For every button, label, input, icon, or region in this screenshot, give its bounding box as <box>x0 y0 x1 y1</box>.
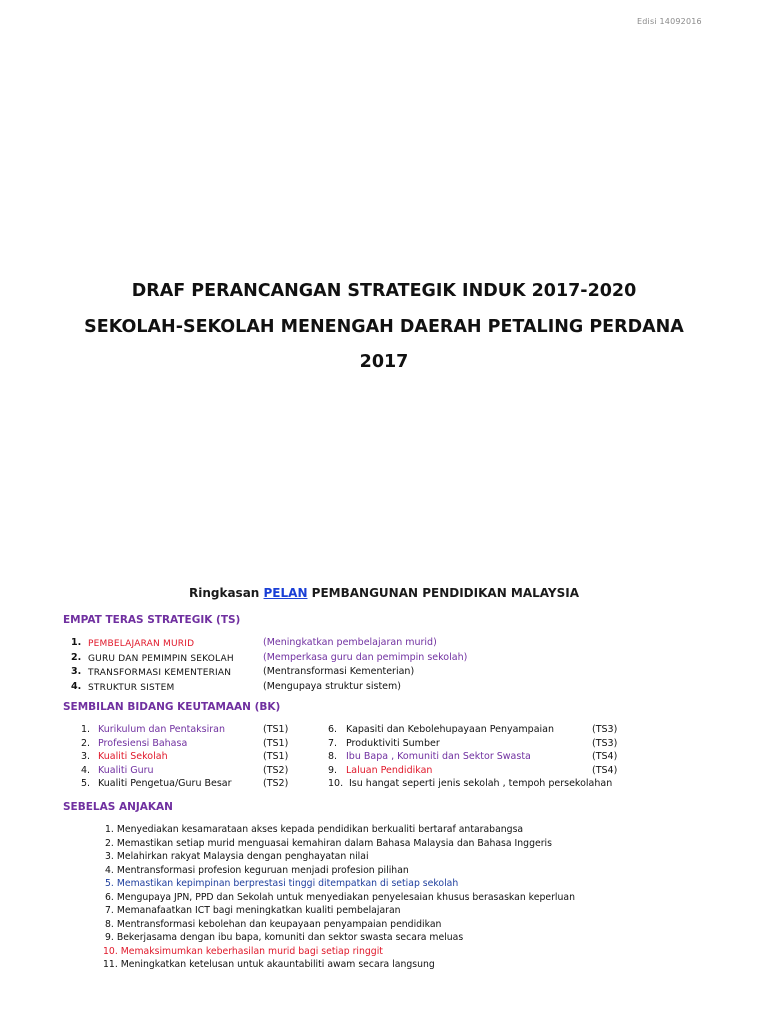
bidang-item-ts: (TS1) <box>263 751 289 762</box>
document-title-line-3: 2017 <box>359 352 409 372</box>
bidang-item-ts: (TS3) <box>592 724 618 735</box>
teras-item-description: (Mengupaya struktur sistem) <box>263 680 401 692</box>
teras-item-description: (Mentransformasi Kementerian) <box>263 666 415 677</box>
bidang-item-number: 3. <box>81 751 91 762</box>
teras-heading: EMPAT TERAS STRATEGIK (TS) <box>63 614 241 626</box>
bidang-item-number: 10. <box>328 778 344 789</box>
bidang-item-number: 8. <box>328 751 338 762</box>
bidang-item-ts: (TS2) <box>263 778 289 789</box>
bidang-item-number: 5. <box>81 778 91 789</box>
document-title-line-2: SEKOLAH-SEKOLAH MENENGAH DAERAH PETALING PERDANA <box>84 317 684 337</box>
bidang-item-label: Kualiti Sekolah <box>98 751 168 762</box>
teras-item-label: TRANSFORMASI KEMENTERIAN <box>88 668 232 678</box>
bidang-item-label: Produktiviti Sumber <box>346 737 440 749</box>
anjakan-item: 7. Memanafaatkan ICT bagi meningkatkan kualiti pembelajaran <box>105 905 401 916</box>
bidang-item-label: Isu hangat seperti jenis sekolah , tempoh persekolahan <box>349 778 613 789</box>
teras-item-description: (Memperkasa guru dan pemimpin sekolah) <box>263 651 468 663</box>
teras-item-label: PEMBELAJARAN MURID <box>88 639 195 649</box>
bidang-item-ts: (TS1) <box>263 737 289 749</box>
edition-label: Edisi 14092016 <box>637 17 702 26</box>
teras-item-number: 3. <box>71 666 82 677</box>
anjakan-item: 10. Memaksimumkan keberhasilan murid bagi setiap ringgit <box>103 945 383 957</box>
bidang-item-ts: (TS1) <box>263 724 289 735</box>
teras-item-label: STRUKTUR SISTEM <box>88 682 175 693</box>
anjakan-item: 2. Memastikan setiap murid menguasai kemahiran dalam Bahasa Malaysia dan Bahasa Inggeris <box>105 837 552 849</box>
teras-item-description: (Meningkatkan pembelajaran murid) <box>263 637 437 648</box>
bidang-item-label: Ibu Bapa , Komuniti dan Sektor Swasta <box>346 751 531 762</box>
teras-item-number: 1. <box>71 637 82 648</box>
bidang-item-number: 4. <box>81 764 91 776</box>
bidang-item-ts: (TS4) <box>592 751 618 762</box>
bidang-item-number: 2. <box>81 737 91 749</box>
anjakan-item: 11. Meningkatkan ketelusan untuk akauntabiliti awam secara langsung <box>103 959 435 970</box>
anjakan-item: 8. Mentransformasi kebolehan dan keupayaan penyampaian pendidikan <box>105 918 442 930</box>
bidang-heading: SEMBILAN BIDANG KEUTAMAAN (BK) <box>63 701 281 713</box>
bidang-item-label: Laluan Pendidikan <box>346 764 433 776</box>
teras-item-number: 4. <box>71 680 82 692</box>
teras-item-number: 2. <box>71 651 82 663</box>
bidang-item-number: 9. <box>328 764 338 776</box>
bidang-item-number: 7. <box>328 737 338 749</box>
anjakan-item: 1. Menyediakan kesamarataan akses kepada pendidikan berkualiti bertaraf antarabangsa <box>105 824 524 835</box>
bidang-item-label: Profesiensi Bahasa <box>98 737 188 749</box>
anjakan-item: 3. Melahirkan rakyat Malaysia dengan penghayatan nilai <box>105 851 369 862</box>
anjakan-item: 4. Mentransformasi profesion keguruan menjadi profesion pilihan <box>105 864 409 876</box>
anjakan-item: 9. Bekerjasama dengan ibu bapa, komuniti dan sektor swasta secara meluas <box>105 932 464 943</box>
document-title-line-1: DRAF PERANCANGAN STRATEGIK INDUK 2017-2020 <box>131 281 637 301</box>
anjakan-heading: SEBELAS ANJAKAN <box>63 801 173 813</box>
pelan-link[interactable]: PELAN <box>263 586 308 600</box>
bidang-item-label: Kualiti Guru <box>98 764 154 776</box>
anjakan-item: 5. Memastikan kepimpinan berprestasi tinggi ditempatkan di setiap sekolah <box>105 878 459 889</box>
summary-prefix: Ringkasan <box>188 586 264 600</box>
bidang-item-number: 6. <box>328 724 338 735</box>
bidang-item-ts: (TS3) <box>592 737 618 749</box>
bidang-item-label: Kurikulum dan Pentaksiran <box>98 724 226 735</box>
summary-heading <box>0 586 768 600</box>
bidang-item-label: Kualiti Pengetua/Guru Besar <box>98 778 232 789</box>
anjakan-item: 6. Mengupaya JPN, PPD dan Sekolah untuk menyediakan penyelesaian khusus berasaskan keperluan <box>105 891 575 903</box>
bidang-item-number: 1. <box>81 724 91 735</box>
bidang-item-ts: (TS4) <box>592 764 618 776</box>
bidang-item-label: Kapasiti dan Kebolehupayaan Penyampaian <box>346 724 555 735</box>
teras-item-label: GURU DAN PEMIMPIN SEKOLAH <box>88 653 234 664</box>
bidang-item-ts: (TS2) <box>263 764 289 776</box>
summary-suffix: PEMBANGUNAN PENDIDIKAN MALAYSIA <box>307 586 580 600</box>
